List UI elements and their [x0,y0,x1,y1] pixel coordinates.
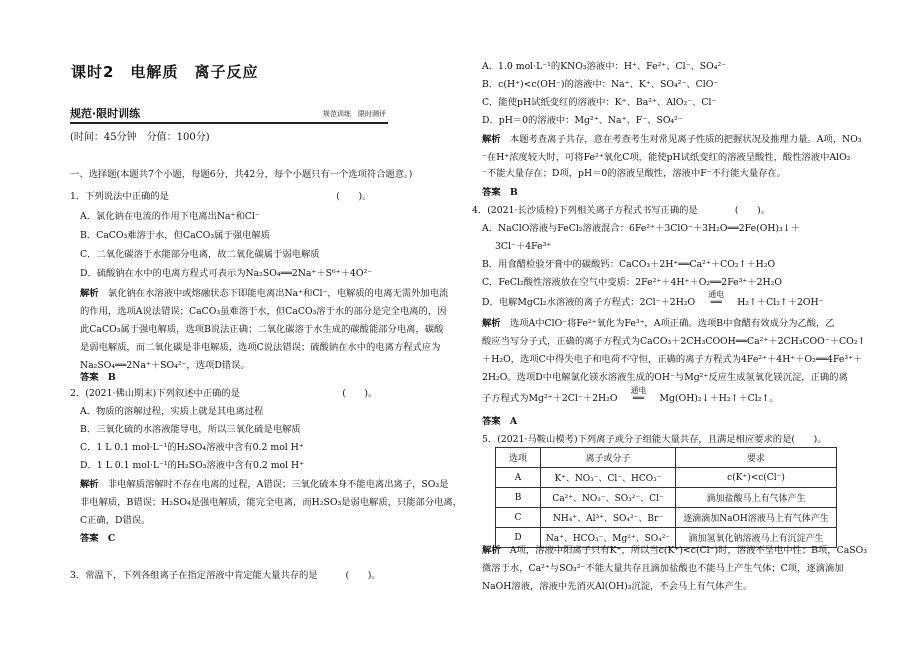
q4-option-c: C．FeCl₂酸性溶液放在空气中变质：2Fe²⁺＋4H⁺＋O₂══2Fe³⁺＋2H₂O [482,277,782,288]
table-cell: A [496,468,541,488]
page-title: 课时2 电解质 离子反应 [71,63,259,81]
q2-option-b: B．三氧化硫的水溶液能导电，所以三氧化硫是电解质 [80,424,301,435]
q2-option-a: A．物质的溶解过程，实质上就是其电离过程 [80,406,264,417]
table-row [496,488,837,508]
explanation-label: 解析 [80,288,99,299]
table-row [496,468,837,488]
table-header-row [496,448,837,468]
q1-option-b: B．CaCO₃难溶于水，但CaCO₃属于强电解质 [80,230,270,241]
table-cell: D [496,528,541,548]
q1-explanation-1: 解析 氯化钠在水溶液中或熔融状态下即能电离出Na⁺和Cl⁻，电解质的电离无需外加电流 [80,288,449,299]
q4-option-d-condition: 通电 [708,290,725,299]
q5-explanation-3: NaOH溶液，溶液中先消灭Al(OH)₃沉淀，不会马上有气体产生。 [482,581,753,592]
table-cell: 滴加盐酸马上有气体产生 [676,488,837,508]
section-bar-left: 规范·限时训练 [70,107,141,120]
table-cell: NH₄⁺、Al³⁺、SO₄²⁻、Br⁻ [541,508,676,528]
q3-stem: 3．常温下，下列各组离子在指定溶液中肯定能大量共存的是 ( )。 [70,570,381,581]
q4-option-b: B．用食醋检验牙膏中的碳酸钙：CaCO₃＋2H⁺══Ca²⁺＋CO₂↑＋H₂O [482,259,776,270]
q4-explanation-2: 酸应当写分子式，正确的离子方程式为CaCO₃＋2CH₃COOH══Ca²⁺＋2CH₃COO⁻＋CO₂↑ [482,336,866,347]
q3-option-b: B．c(H⁺)<c(OH⁻)的溶液中：Na⁺、K⁺、SO₄²⁻、ClO⁻ [482,79,719,90]
table-cell: C [496,508,541,528]
q4-explanation-5: 子方程式为Mg²⁺＋2Cl⁻＋2H₂O 通电 ══ Mg(OH)₂↓＋H₂↑＋Cl₂↑。 [482,386,779,404]
q2-explanation-1: 解析 非电解质溶解时不存在电离的过程，A错误；三氧化硫本身不能电离出离子，SO₃是 [80,479,449,490]
q1-explanation-4: 是弱电解质，而二氧化碳是非电解质，选项C说法错误；硫酸钠在水中的电离方程式应为 [80,342,441,353]
q5-explanation-2: 微溶于水，Ca²⁺与SO₃²⁻不能大量共存且滴加盐酸也不能马上产生气体；C项，逐滴滴加 [482,563,844,574]
q2-stem: 2．(2021·佛山期末)下列叙述中正确的是 ( )。 [70,388,378,399]
explanation-label: 解析 [482,134,501,145]
q1-option-a: A．氯化钠在电流的作用下电离出Na⁺和Cl⁻ [80,211,260,222]
q3-explanation-1: 解析 本题考查离子共存，意在考查考生对常见离子性质的把握状况及推理力量。A项，NO₃ [482,134,862,145]
q2-explanation-2: 非电解质，B错误；H₂SO₄是强电解质，能完全电离，而H₂SO₃是弱电解质，只能部分电离， [80,497,463,508]
table-cell: 逐滴滴加NaOH溶液马上有气体产生 [676,508,837,528]
q1-option-d: D．硫酸钠在水中的电离方程式可表示为Na₂SO₄══2Na⁺＋S⁶⁺＋4O²⁻ [80,268,373,279]
table-cell: Na⁺、HCO₃⁻、Mg²⁺、SO₄²⁻ [541,528,676,548]
q4-option-a-line2: 3Cl⁻＋4Fe³⁺ [495,241,552,252]
q1-answer: 答案 B [80,372,116,383]
q2-explanation-3: C正确，D错误。 [80,515,151,526]
table-header-cell: 选项 [496,448,541,468]
explanation-label: 解析 [80,479,99,490]
table-header-cell: 离子或分子 [541,448,676,468]
explanation-label: 解析 [482,545,501,556]
table-cell: B [496,488,541,508]
q4-option-d: D．电解MgCl₂水溶液的离子方程式：2Cl⁻＋2H₂O 通电 ══ H₂↑＋Cl₂↑＋2OH⁻ [482,290,824,308]
q3-answer: 答案 B [482,187,518,198]
q4-explanation-5-post: Mg(OH)₂↓＋H₂↑＋Cl₂↑。 [659,393,779,404]
q3-option-a: A．1.0 mol·L⁻¹的KNO₃溶液中：H⁺、Fe²⁺、Cl⁻、SO₄²⁻ [482,61,727,72]
q4-explanation-5-pre: 子方程式为Mg²⁺＋2Cl⁻＋2H₂O [482,393,618,404]
q4-explanation-1: 解析 选项A中ClO⁻将Fe²⁺氧化为Fe³⁺，A项正确。选项B中食醋有效成分为乙酸，乙 [482,318,835,329]
q2-option-c: C．1 L 0.1 mol·L⁻¹的H₂SO₄溶液中含有0.2 mol H⁺ [80,442,304,453]
q2-option-d: D．1 L 0.1 mol·L⁻¹的H₂SO₃溶液中含有0.2 mol H⁺ [80,460,305,471]
q1-explanation-5: Na₂SO₄══2Na⁺＋SO₄²⁻，选项D错误。 [80,360,250,371]
q4-stem: 4．(2021·长沙质检)下列相关离子方程式书写正确的是 ( )。 [472,205,771,216]
table-cell: K⁺、NO₃⁻、Cl⁻、HCO₃⁻ [541,468,676,488]
table-header-cell: 要求 [676,448,837,468]
q3-explanation-2: ⁻在H⁺浓度较大时，可将Fe²⁺氧化C项，能使pH试纸变红的溶液呈酸性，酸性溶液中AlO₂ [482,152,851,163]
section-heading: 一、选择题(本题共7个小题，每题6分，共42分，每个小题只有一个选项符合题意。) [70,169,413,180]
q5-stem: 5．(2021·马鞍山模考)下列离子或分子组能大量共存，且满足相应要求的是( )。 [482,434,827,445]
table-cell: 滴加氢氧化钠溶液马上有沉淀产生 [676,528,837,548]
q4-explanation-3: ＋H₂O，选项C中得失电子和电荷不守恒，正确的离子方程式为4Fe²⁺＋4H⁺＋O₂══4Fe³⁺＋ [482,354,863,365]
q4-option-d-pre: D．电解MgCl₂水溶液的离子方程式：2Cl⁻＋2H₂O [482,297,696,308]
q2-answer: 答案 C [80,533,116,544]
q4-option-a-line1: A．NaClO溶液与FeCl₂溶液混合：6Fe²⁺＋3ClO⁻＋3H₂O══2Fe(OH)₃↓＋ [482,223,800,234]
table-cell: c(K⁺)<c(Cl⁻) [676,468,837,488]
explanation-label: 解析 [482,318,501,329]
q4-explanation-4: 2H₂O。选项D中电解氯化镁水溶液生成的OH⁻与Mg²⁺反应生成氢氧化镁沉淀，正确的离 [482,372,848,383]
q5-options-table [495,447,837,548]
q4-option-d-post: H₂↑＋Cl₂↑＋2OH⁻ [737,297,824,308]
q1-stem: 1．下列说法中正确的是 ( )。 [70,191,372,202]
q3-explanation-3: ⁻不能大量存在；D项，pH＝0的溶液呈酸性，溶液中F⁻不行能大量存在。 [482,168,787,179]
q3-option-c: C．能使pH试纸变红的溶液中：K⁺、Ba²⁺、AlO₂⁻、Cl⁻ [482,97,717,108]
q1-explanation-2: 的作用，选项A说法错误；CaCO₃虽难溶于水，但CaCO₃溶于水的部分是完全电离的，因 [80,306,447,317]
section-bar [70,104,388,124]
q3-option-d: D．pH＝0的溶液中：Mg²⁺、Na⁺、F⁻、SO₄²⁻ [482,115,683,126]
time-info: (时间：45分钟 分值：100分) [70,132,210,143]
q4-answer: 答案 A [482,416,518,427]
q5-explanation-1: 解析 A项，溶液中阳离子只有K⁺，所以当c(K⁺)<c(Cl⁻)时，溶液不呈电中性；B项，CaSO₃ [482,545,867,556]
table-row [496,508,837,528]
q1-option-c: C．二氧化碳溶于水能部分电离，故二氧化碳属于弱电解质 [80,249,320,260]
section-bar-right: 规范训练 限时测评 [323,110,386,118]
q1-explanation-3: 此CaCO₃属于强电解质，选项B说法正确；二氧化碳溶于水生成的碳酸能部分电离，碳酸 [80,324,444,335]
table-cell: Ca²⁺、NO₃⁻、SO₃²⁻、Cl⁻ [541,488,676,508]
q4-explanation-5-condition: 通电 [630,386,647,395]
